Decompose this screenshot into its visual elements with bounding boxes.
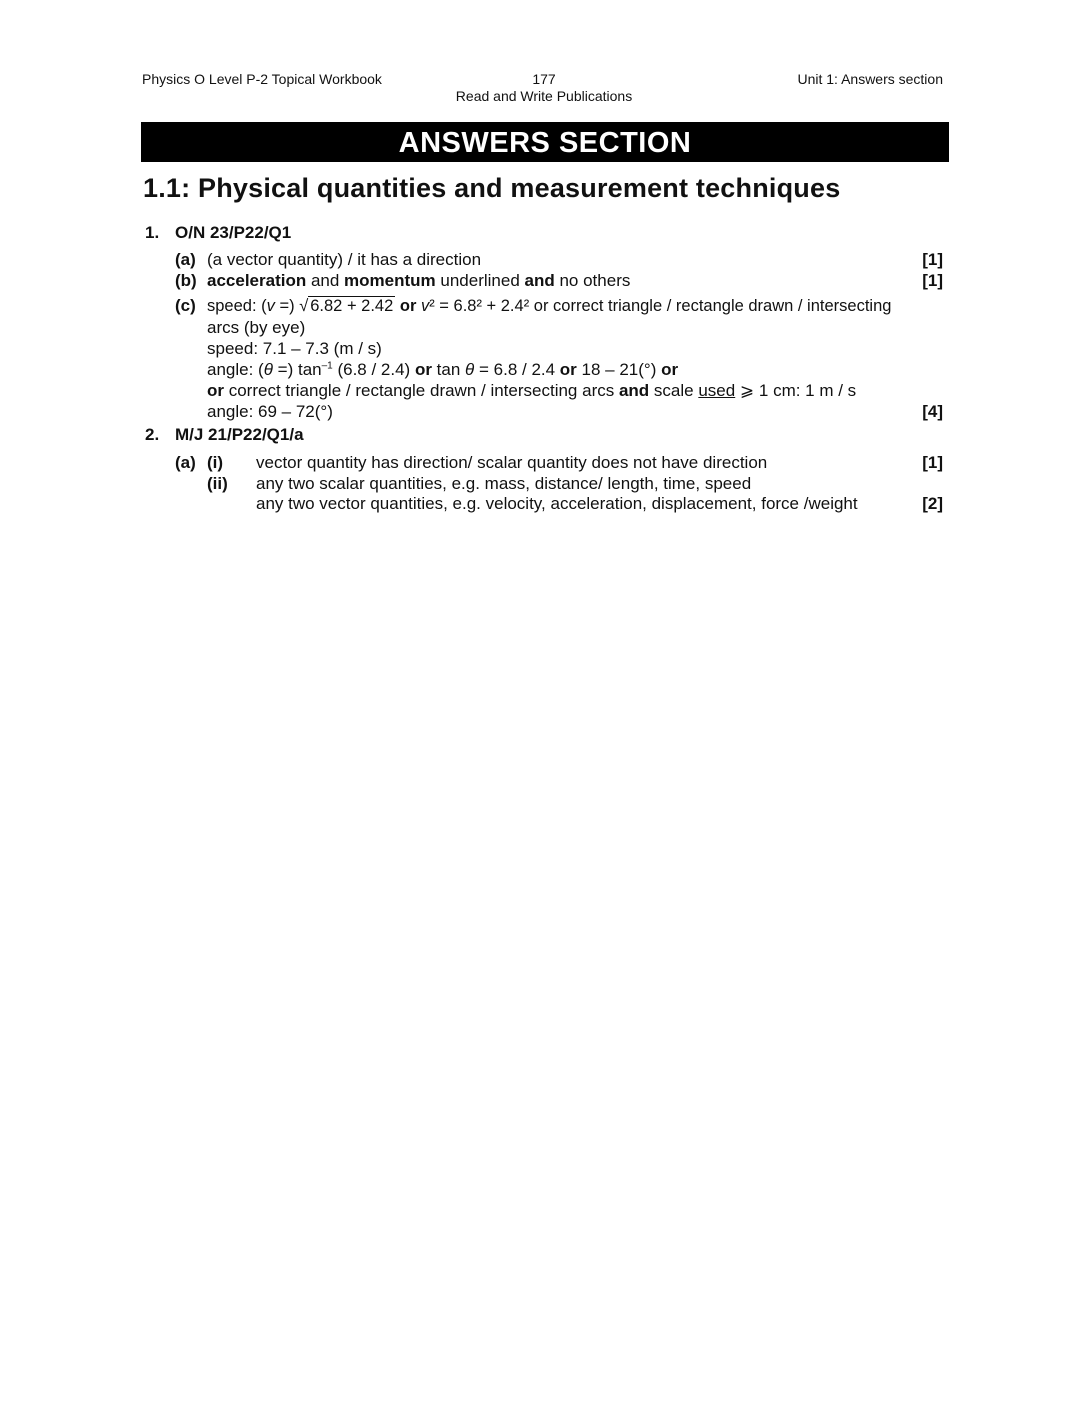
q2-part-ii-text-2: any two vector quantities, e.g. velocity, acceleration, displacement, force /weight xyxy=(256,494,858,513)
q2-part-ii-label: (ii) xyxy=(207,474,228,493)
q2-part-i-text: vector quantity has direction/ scalar quantity does not have direction xyxy=(256,453,768,472)
question-2-heading xyxy=(145,425,304,445)
q2-part-ii-text-1: any two scalar quantities, e.g. mass, distance/ length, time, speed xyxy=(256,474,752,493)
q2-part-i-mark: [1] xyxy=(922,453,943,472)
q1-part-b-label: (b) xyxy=(175,271,197,290)
q2-part-ii-mark: [2] xyxy=(922,494,943,513)
answers-banner: ANSWERS SECTION xyxy=(141,122,949,162)
question-1-number: 1. xyxy=(145,223,160,242)
section-title: 1.1: Physical quantities and measurement techniques xyxy=(143,173,841,203)
q1-part-c-line-4: angle: (θ =) $\tan^{-1} (6.8 / 2.4)$ or tan θ = 6.8 / 2.4 or 18 – 21(°) or xyxy=(207,360,679,379)
q1-part-c-line-3: speed: 7.1 – 7.3 (m / s) xyxy=(207,339,382,358)
question-2-number: 2. xyxy=(145,425,160,444)
q1-part-c-mark: [4] xyxy=(922,402,943,421)
q2-part-a-label: (a) xyxy=(175,453,196,472)
q1-part-c-line-1: speed: (v =) √ 6.82 + 2.42 or v² = 6.8² + 2.4² or correct triangle / rectangle drawn / intersecting xyxy=(207,297,892,315)
q1-part-a-mark: [1] xyxy=(922,250,943,269)
question-1-ref: O/N 23/P22/Q1 xyxy=(175,223,292,242)
q2-part-i-label: (i) xyxy=(207,453,224,472)
q1-part-a-text: (a vector quantity) / it has a direction xyxy=(207,250,482,269)
q1-part-c-line-2: arcs (by eye) xyxy=(207,318,306,337)
q1-part-c-label: (c) xyxy=(175,296,196,315)
header-page-number: 177 xyxy=(532,71,556,87)
header-workbook-title: Physics O Level P-2 Topical Workbook xyxy=(142,71,382,87)
q1-part-c-line-5: or correct triangle / rectangle drawn / intersecting arcs and scale used ⩾ 1 cm: 1 m / s xyxy=(207,381,857,400)
q1-part-a-label: (a) xyxy=(175,250,196,269)
question-1-heading xyxy=(145,223,291,243)
q1-part-b-mark: [1] xyxy=(922,271,943,290)
header-unit-title: Unit 1: Answers section xyxy=(797,71,943,87)
header-publisher: Read and Write Publications xyxy=(455,88,633,104)
question-2-ref: M/J 21/P22/Q1/a xyxy=(175,425,304,444)
q1-part-b-text: acceleration and momentum underlined and no others xyxy=(207,271,631,290)
q1-part-c-line-6: angle: 69 – 72(°) xyxy=(207,402,333,421)
